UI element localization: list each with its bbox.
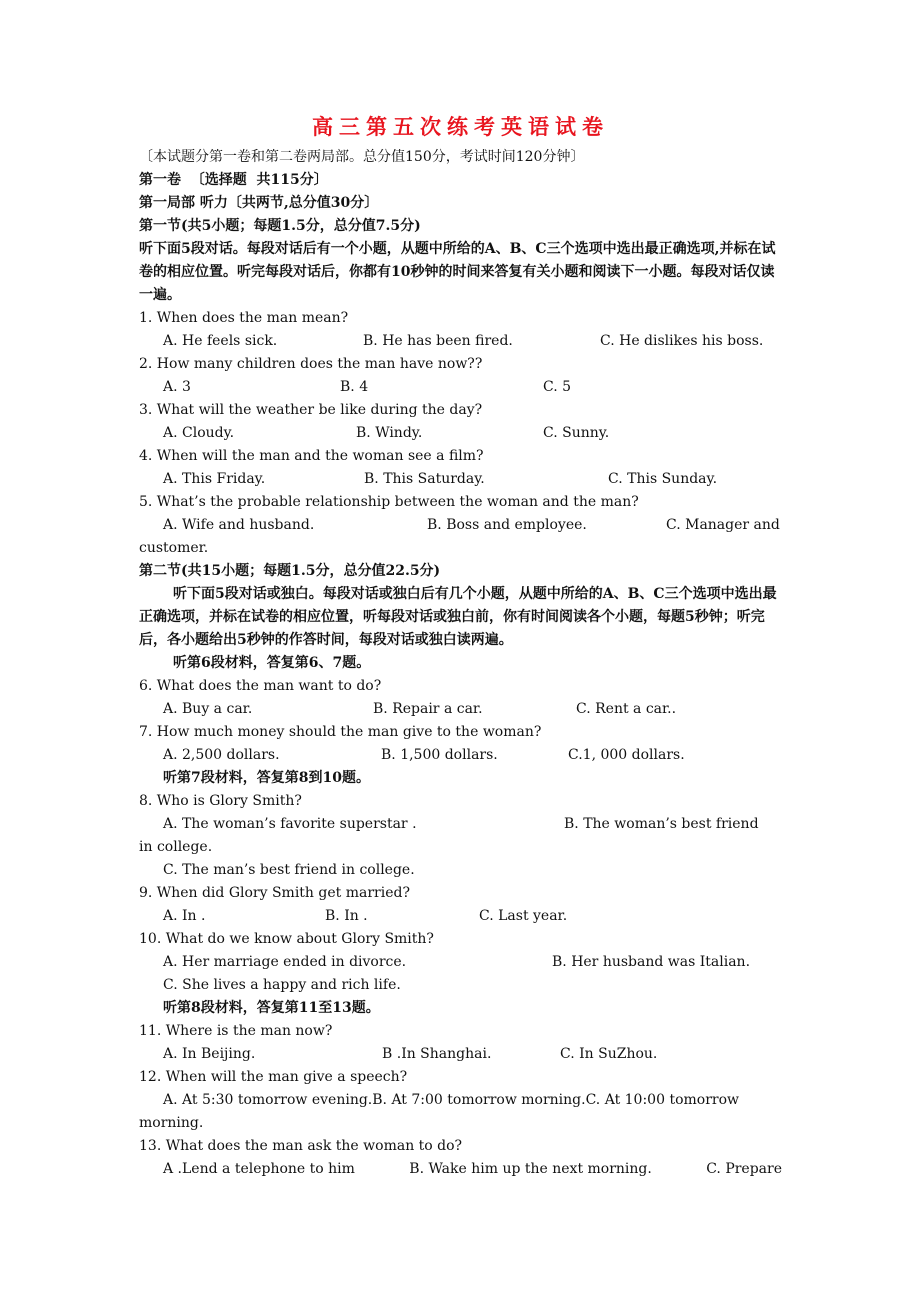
option-a: A. The woman’s favorite superstar . bbox=[163, 816, 417, 832]
question-options bbox=[139, 468, 782, 491]
option-c: C. Sunny. bbox=[543, 425, 610, 441]
option-a: A. 3 bbox=[163, 379, 191, 395]
option-a: A. Wife and husband. bbox=[163, 517, 315, 533]
option-c: C. Prepare bbox=[706, 1161, 782, 1177]
question-options bbox=[139, 905, 782, 928]
option-b: B. Boss and employee. bbox=[427, 517, 587, 533]
option-a: A. At 5:30 tomorrow evening. bbox=[163, 1092, 373, 1108]
option-c: C. She lives a happy and rich life. bbox=[163, 977, 401, 993]
option-b: B. He has been fired. bbox=[363, 333, 513, 349]
question-options bbox=[139, 1089, 782, 1112]
question-stem: 9. When did Glory Smith get married? bbox=[139, 885, 410, 901]
material-instruction: 听第6段材料，答复第6、7题。 bbox=[173, 655, 371, 671]
option-a: A. Buy a car. bbox=[163, 701, 253, 717]
option-b: B. Her husband was Italian. bbox=[552, 954, 751, 970]
question-stem: 13. What does the man ask the woman to do? bbox=[139, 1138, 463, 1154]
option-c: C.1, 000 dollars. bbox=[568, 747, 685, 763]
question-stem: 4. When will the man and the woman see a film? bbox=[139, 448, 484, 464]
option-c: C. 5 bbox=[543, 379, 572, 395]
question-stem: 12. When will the man give a speech? bbox=[139, 1069, 408, 1085]
part-heading: 第一局部 听力〔共两节,总分值30分〕 bbox=[139, 195, 379, 211]
question-stem: 1. When does the man mean? bbox=[139, 310, 349, 326]
question-options bbox=[139, 1158, 782, 1181]
material-instruction: 听第8段材料，答复第11至13题。 bbox=[163, 1000, 380, 1016]
question-stem: 2. How many children does the man have now?? bbox=[139, 356, 483, 372]
option-a: A. Cloudy. bbox=[163, 425, 235, 441]
option-c: C. He dislikes his boss. bbox=[600, 333, 764, 349]
option-b: B. In . bbox=[325, 908, 368, 924]
question-options bbox=[139, 514, 782, 537]
section2-directions: 听下面5段对话或独白。每段对话或独白后有几个小题，从题中所给的A、B、C三个选项中选出最正确选项，并标在试卷的相应位置，听每段对话或独白前，你有时间阅读各个小题，每题5秒钟；听完后，各小题给出5秒钟的作答时间，每段对话或独白读两遍。 bbox=[139, 586, 777, 648]
option-continuation: in college. bbox=[139, 839, 213, 855]
question-stem: 8. Who is Glory Smith? bbox=[139, 793, 302, 809]
option-b: B. The woman’s best friend bbox=[564, 816, 759, 832]
option-continuation: customer. bbox=[139, 540, 209, 556]
question-stem: 10. What do we know about Glory Smith? bbox=[139, 931, 434, 947]
option-b: B. 4 bbox=[340, 379, 369, 395]
option-b: B. This Saturday. bbox=[364, 471, 485, 487]
option-c: C. Rent a car.. bbox=[576, 701, 677, 717]
exam-title: 高三第五次练考英语试卷 bbox=[312, 114, 609, 139]
option-c: C. At 10:00 tomorrow bbox=[585, 1092, 739, 1108]
question-stem: 11. Where is the man now? bbox=[139, 1023, 333, 1039]
option-c: C. This Sunday. bbox=[608, 471, 718, 487]
question-options bbox=[139, 422, 782, 445]
question-options bbox=[139, 744, 782, 767]
section1-directions: 听下面5段对话。每段对话后有一个小题，从题中所给的A、B、C三个选项中选出最正确选项,并标在试卷的相应位置。听完每段对话后，你都有10秒钟的时间来答复有关小题和阅读下一小题。每段对话仅读一遍。 bbox=[139, 241, 776, 303]
option-c: C. In SuZhou. bbox=[560, 1046, 658, 1062]
exam-intro: 〔本试题分第一卷和第二卷两局部。总分值150分，考试时间120分钟〕 bbox=[139, 149, 585, 165]
question-stem: 7. How much money should the man give to the woman? bbox=[139, 724, 542, 740]
option-b: B. Repair a car. bbox=[373, 701, 483, 717]
option-b: B. Windy. bbox=[356, 425, 423, 441]
option-a: A. Her marriage ended in divorce. bbox=[163, 954, 407, 970]
section2-heading: 第二节(共15小题；每题1.5分，总分值22.5分) bbox=[139, 563, 441, 579]
material-instruction: 听第7段材料，答复第8到10题。 bbox=[163, 770, 370, 786]
option-c: C. Manager and bbox=[666, 517, 780, 533]
option-a: A. In . bbox=[163, 908, 206, 924]
option-b: B. Wake him up the next morning. bbox=[409, 1161, 652, 1177]
option-a: A. This Friday. bbox=[163, 471, 266, 487]
question-stem: 3. What will the weather be like during the day? bbox=[139, 402, 483, 418]
question-options bbox=[139, 376, 782, 399]
question-options bbox=[139, 951, 782, 974]
question-options bbox=[139, 1043, 782, 1066]
question-options bbox=[139, 330, 782, 353]
option-c: C. The man’s best friend in college. bbox=[163, 862, 415, 878]
option-b: B .In Shanghai. bbox=[382, 1046, 492, 1062]
option-a: A .Lend a telephone to him bbox=[163, 1161, 355, 1177]
question-options bbox=[139, 698, 782, 721]
option-a: A. He feels sick. bbox=[163, 333, 278, 349]
question-stem: 6. What does the man want to do? bbox=[139, 678, 382, 694]
option-continuation: morning. bbox=[139, 1115, 204, 1131]
option-a: A. In Beijing. bbox=[163, 1046, 256, 1062]
option-b: B. At 7:00 tomorrow morning. bbox=[372, 1092, 586, 1108]
option-b: B. 1,500 dollars. bbox=[381, 747, 498, 763]
exam-page bbox=[139, 112, 782, 1181]
option-c: C. Last year. bbox=[479, 908, 568, 924]
option-a: A. 2,500 dollars. bbox=[163, 747, 280, 763]
question-options bbox=[139, 813, 782, 836]
volume-heading: 第一卷 〔选择题 共115分〕 bbox=[139, 172, 328, 188]
section1-heading: 第一节(共5小题；每题1.5分，总分值7.5分) bbox=[139, 218, 421, 234]
question-stem: 5. What’s the probable relationship between the woman and the man? bbox=[139, 494, 639, 510]
